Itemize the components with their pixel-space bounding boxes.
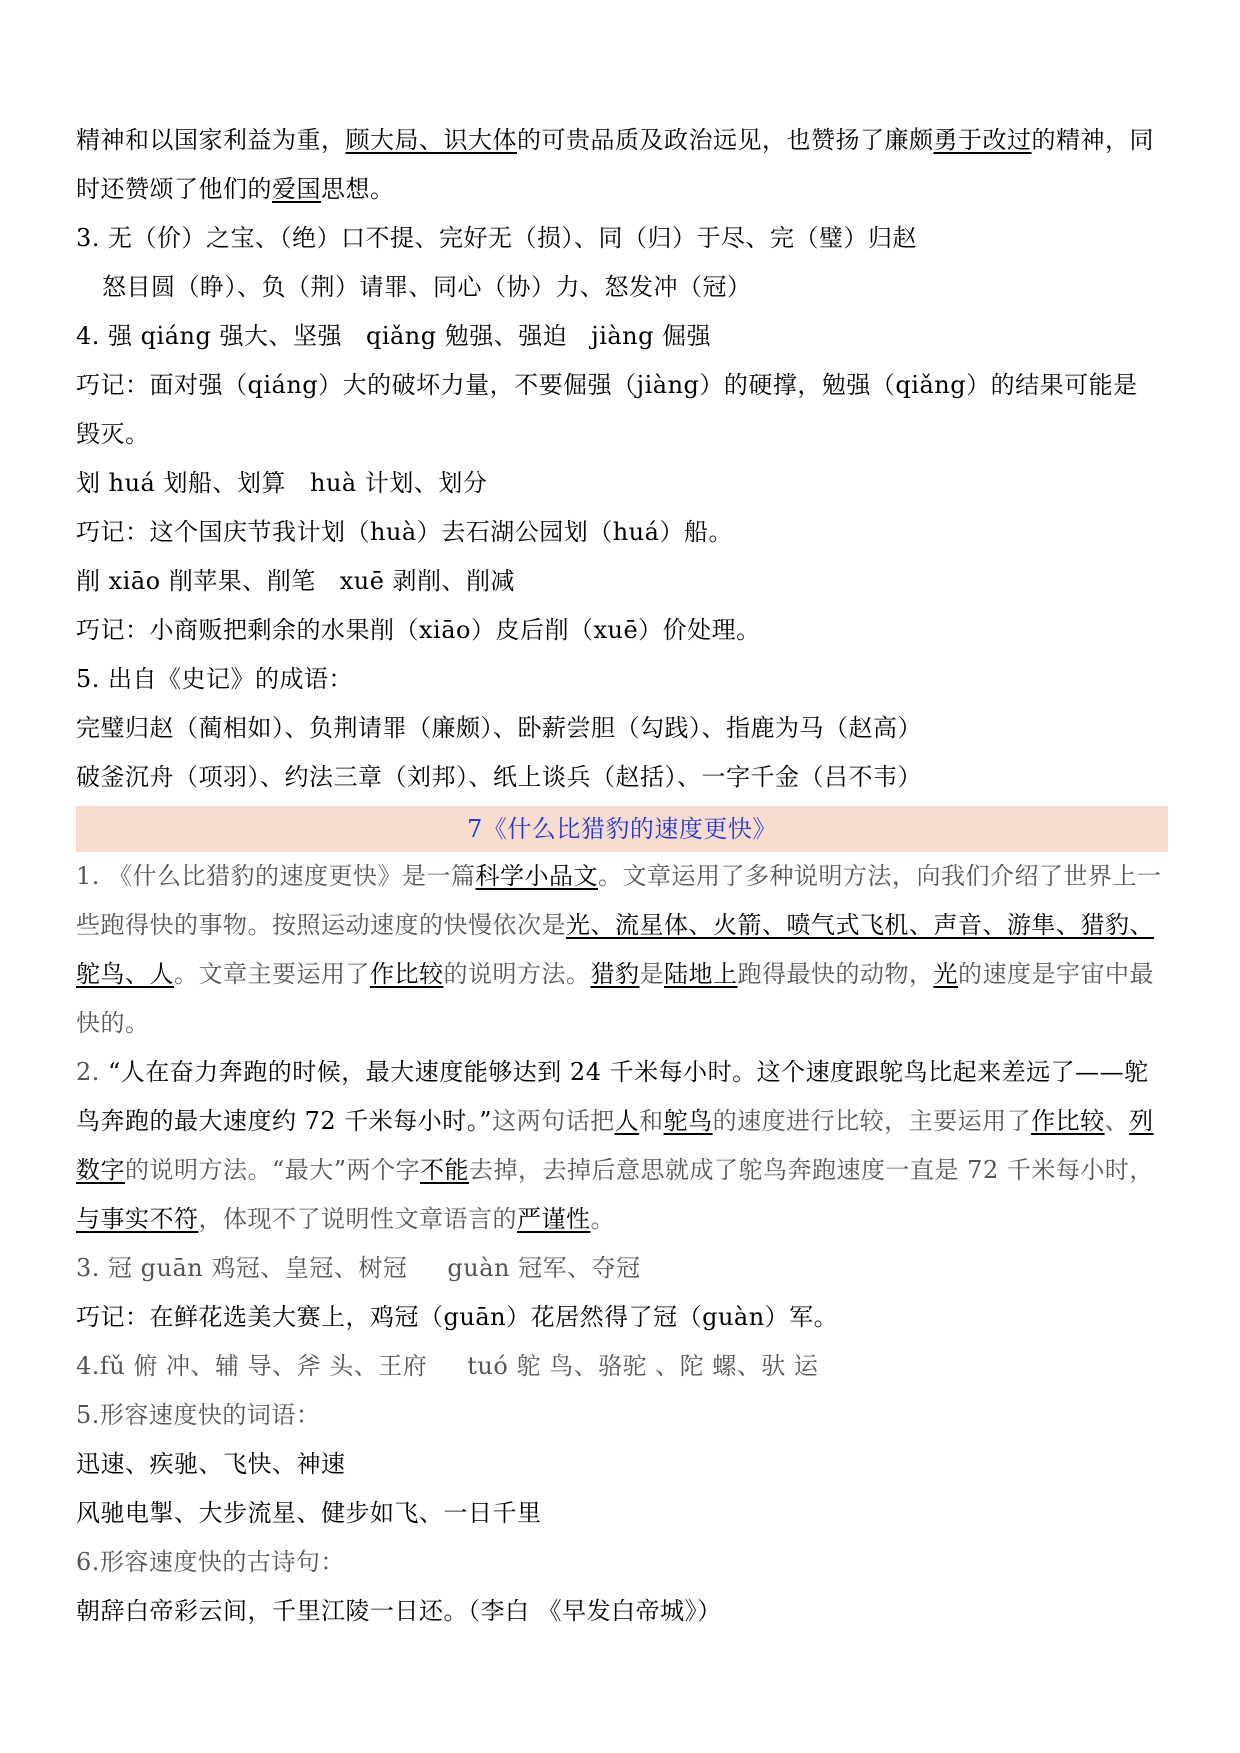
text: 2. [76,1058,109,1086]
underlined-answer: 科学小品文 [475,862,599,890]
idiom-fill-line-1: 3. 无（价）之宝、（绝）口不提、完好无（损）、同（归）于尽、完（璧）归赵 [76,224,918,252]
text: 的可贵品质及政治远见，也赞扬了廉颇 [517,126,934,154]
text: 跑得最快的动物， [737,960,934,988]
text: 削 xiāo 削苹果、削笔 [76,567,316,595]
homophone-line [76,1342,1168,1391]
text: 和 [639,1107,664,1135]
underlined-answer: 顾大局、识大体 [345,126,517,154]
mnemonic-qiang-1: 巧记：面对强（qiáng）大的破坏力量，不要倔强（jiàng）的硬撑，勉强（qiǎng）的结果可能是 [76,371,1138,399]
text: 3. 冠 guān 鸡冠、皇冠、树冠 [76,1254,408,1282]
text: 的说明方法。 [443,960,591,988]
text: 。 [590,1205,615,1233]
shiji-idioms-1: 完璧归赵（蔺相如）、负荆请罪（廉颇）、卧薪尝胆（勾践）、指鹿为马（赵高） [76,714,922,742]
text: 4. 强 qiáng 强大、坚强 [76,322,342,350]
underlined-answer: 不能 [420,1156,470,1184]
text: 时还赞颂了他们的 [76,175,272,203]
text: 思想。 [321,175,395,203]
underlined-answer: 人 [614,1107,640,1135]
speed-poem-line: 朝辞白帝彩云间，千里江陵一日还。（李白 《早发白帝城》） [76,1597,722,1625]
text: 是 [639,960,664,988]
text: 4.fǔ 俯 冲、辅 导、斧 头、王府 [76,1352,428,1380]
quoted-text: “人在奋力奔跑的时候，最大速度能够达到 24 千米每小时。这个速度跟鸵鸟比起来差远了——鸵鸟奔跑的最大速度约 72 千米每小时。” [76,1058,1149,1135]
text: 的说明方法。“最大”两个字 [125,1156,421,1184]
mnemonic-qiang-2: 毁灭。 [76,420,150,448]
polyphone-qiang [76,312,1168,361]
text: 的精神，同 [1031,126,1154,154]
speed-words-heading: 5.形容速度快的词语： [76,1401,321,1429]
paragraph-q2 [76,1048,1168,1244]
paragraph-q1 [76,852,1168,1048]
shiji-idioms-2: 破釜沉舟（项羽）、约法三章（刘邦）、纸上谈兵（赵括）、一字千金（吕不韦） [76,763,922,791]
underlined-answer: 光 [933,960,958,988]
underlined-answer: 严谨性 [517,1205,591,1233]
text: 精神和以国家利益为重， [76,126,346,154]
underlined-answer: 猎豹 [590,960,640,988]
underlined-answer: 鸵鸟 [663,1107,713,1135]
text: 、 [1104,1107,1130,1135]
underlined-answer: 作比较 [370,960,444,988]
mnemonic-guan: 巧记：在鲜花选美大赛上，鸡冠（guān）花居然得了冠（guàn）军。 [76,1303,839,1331]
paragraph-lian-po [76,116,1168,214]
text: 这两句话把 [492,1107,615,1135]
polyphone-hua [76,459,1168,508]
mnemonic-xue: 巧记：小商贩把剩余的水果削（xiāo）皮后削（xuē）价处理。 [76,616,761,644]
lesson-title-banner: 7《什么比猎豹的速度更快》 [76,806,1168,852]
underlined-answer: 陆地上 [664,960,738,988]
speed-words-1: 迅速、疾驰、飞快、神速 [76,1450,346,1478]
underlined-answer: 列数字 [76,1107,1154,1184]
document-page [76,116,1168,1636]
mnemonic-hua: 巧记：这个国庆节我计划（huà）去石湖公园划（huá）船。 [76,518,733,546]
text: tuó 鸵 鸟、骆驼 、陀 螺、驮 运 [467,1352,819,1380]
speed-words-2: 风驰电掣、大步流星、健步如飞、一日千里 [76,1499,542,1527]
text: huà 计划、划分 [309,469,488,497]
polyphone-xue [76,557,1168,606]
text: ，体现不了说明性文章语言的 [198,1205,517,1233]
text: 划 huá 划船、划算 [76,469,286,497]
text: 1. 《什么比猎豹的速度更快》是一篇 [76,862,476,890]
underlined-answer: 与事实不符 [76,1205,199,1233]
underlined-answer: 作比较 [1031,1107,1105,1135]
speed-poem-heading: 6.形容速度快的古诗句： [76,1548,345,1576]
text: 的速度进行比较，主要运用了 [712,1107,1032,1135]
text: guàn 冠军、夺冠 [447,1254,641,1282]
text: 的速度是宇宙中最快的。 [76,960,1154,1037]
underlined-answer: 光、流星体、火箭、喷气式飞机、声音、游隼、猎豹、鸵鸟、人 [76,911,1154,988]
text: qiǎng 勉强、强迫 [365,322,568,350]
polyphone-guan [76,1244,1168,1293]
text: 去掉，去掉后意思就成了鸵鸟奔跑速度一直是 72 千米每小时， [469,1156,1154,1184]
underlined-answer: 爱国 [272,175,321,203]
text: jiàng 倔强 [591,322,712,350]
text: 。文章运用了多种说明方法，向我们介绍了世界上一些跑得快的事物。按照运动速度的快慢依次是 [76,862,1162,939]
idiom-fill-line-2: 怒目圆（睁）、负（荆）请罪、同心（协）力、怒发冲（冠） [102,273,752,301]
text: 。文章主要运用了 [174,960,370,988]
underlined-answer: 勇于改过 [933,126,1032,154]
shiji-heading: 5. 出自《史记》的成语： [76,665,354,693]
text: xuē 剥削、削减 [339,567,516,595]
